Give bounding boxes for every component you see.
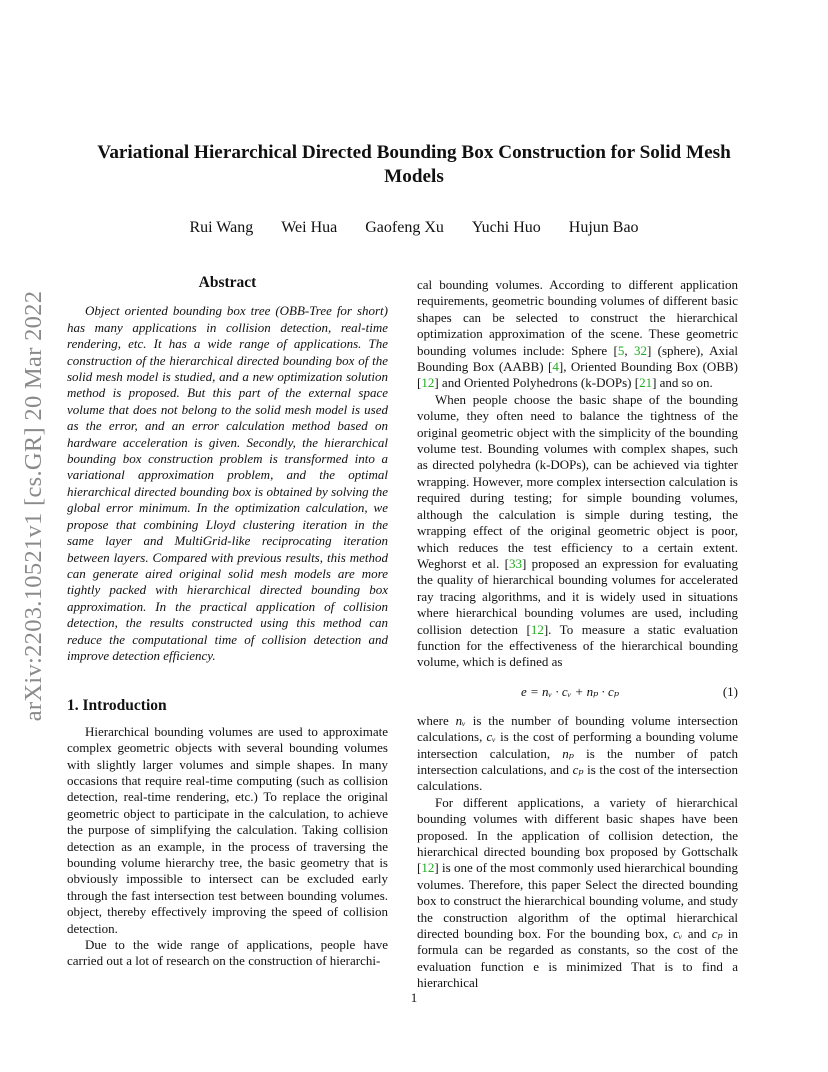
citation-link[interactable]: 33 <box>508 555 522 571</box>
citation-link[interactable]: 21 <box>639 375 653 391</box>
body-paragraph: where nᵥ is the number of bounding volume intersection calculations, cᵥ is the cost of performing a bounding volume intersection calculation, nₚ is the number of patch intersection calculations, and cₚ is the cost of the intersection calculations. <box>417 712 738 794</box>
citation-link[interactable]: 5 <box>617 342 625 358</box>
equation-formula: e = nᵥ · cᵥ + nₚ · cₚ <box>521 683 620 699</box>
body-paragraph: cal bounding volumes. According to different application requirements, geometric bounding volumes of different basic shapes can be selected to construct the hierarchical optimization approximation of the scene. These geometric bounding volumes include: Sphere [5, 32] (sphere), Axial Bounding Box (AABB) [4], Oriented Bounding Box (OBB) [12] and Oriented Polyhedrons (k-DOPs) [21] and so on. <box>417 277 739 391</box>
math-symbol: cᵥ <box>673 926 683 942</box>
author-name: Wei Hua <box>281 219 338 236</box>
arxiv-watermark <box>16 278 52 733</box>
abstract-heading: Abstract <box>198 274 257 291</box>
equation-number: (1) <box>722 683 738 699</box>
citation-link[interactable]: 12 <box>421 860 435 876</box>
author-name: Yuchi Huo <box>471 219 541 236</box>
citation-link[interactable]: 32 <box>633 342 647 358</box>
math-symbol: cᵥ <box>486 729 496 745</box>
author-name: Gaofeng Xu <box>365 219 444 236</box>
citation-link[interactable]: 12 <box>530 621 544 637</box>
author-name: Hujun Bao <box>568 219 639 236</box>
author-list <box>0 219 828 237</box>
abstract-text: Object oriented bounding box tree (OBB-Tree for short) has many applications in collision detection, real-time rendering, etc. It has a wide range of applications. The construction of the hierarchical directed bounding box of the solid mesh model is studied, and a new optimization solution method is proposed. But this part of the external space volume that does not belong to the solid mesh model is used as the error, and an error calculation method based on hardware acceleration is given. Secondly, the hierarchical bounding box construction problem is transformed into a variational approximation problem, and the optimal hierarchical directed bounding box is obtained by solving the global error minimum. In the optimization calculation, we propose that combining Lloyd clustering iteration in the same layer and MultiGrid-like reciprocating iteration between layers. Compared with previous results, this method can generate aired original solid mesh models are more tightly packed with hierarchical directed bounding box approximation. In the practical application of collision detection, the results constructed using this method can reduce the computational time of collision detection and improve detection efficiency. <box>67 303 388 663</box>
intro-paragraph: Hierarchical bounding volumes are used to approximate complex geometric objects with several bounding volumes with slightly larger volumes and simple shapes. In many occasions that require real-time computing (such as collision detection, real-time rendering, etc.) To replace the original geometric object to participate in the calculation, to achieve the purpose of simplifying the calculation. Taking collision detection as an example, in the process of traversing the bounding volume hierarchy tree, the basic geometry that is obviously impossible to intersect can be excluded early through the fast intersection test between bounding volumes. object, thereby effectively improving the speed of collision detection. <box>67 723 388 936</box>
left-column <box>67 275 388 970</box>
math-symbol: nₚ <box>562 745 574 761</box>
math-symbol: cₚ <box>711 926 723 942</box>
math-symbol: nᵥ <box>455 712 466 728</box>
math-symbol: cₚ <box>572 761 584 777</box>
author-name: Rui Wang <box>189 219 254 236</box>
paper-title: Variational Hierarchical Directed Bounding Box Construction for Solid Mesh Models <box>97 142 731 187</box>
page-number: 1 <box>410 990 418 1005</box>
citation-link[interactable]: 4 <box>552 359 559 375</box>
section-heading-introduction: 1. Introduction <box>67 697 167 715</box>
intro-paragraph: Due to the wide range of applications, people have carried out a lot of research on the construction of hierarchi- <box>67 937 388 969</box>
right-column <box>417 277 738 992</box>
citation-link[interactable]: 12 <box>421 375 435 391</box>
arxiv-identifier: arXiv:2203.10521v1 [cs.GR] 20 Mar 2022 <box>20 290 47 721</box>
body-paragraph: For different applications, a variety of hierarchical bounding volumes with different basic shapes have been proposed. In the application of collision detection, the hierarchical directed bounding box proposed by Gottschalk [12] is one of the most commonly used hierarchical bounding volumes. Therefore, this paper Select the directed bounding box to construct the hierarchical bounding volume, and study the construction algorithm of the optimal hierarchical directed bounding box. For the bounding box, cᵥ and cₚ in formula can be regarded as constants, so the cost of the evaluation function e is minimized That is to find a hierarchical <box>417 794 739 991</box>
equation-1 <box>417 679 738 709</box>
body-paragraph: When people choose the basic shape of the bounding volume, they often need to balance the tightness of the original geometric object with the simplicity of the bounding volume test. Bounding volumes with complex shapes, such as directed polyhedra (k-DOPs), can be achieved via tighter wrapping. However, more complex intersection calculation is required during testing; for simple bounding volumes, although the calculation is simple during testing, the wrapping effect of the original geometric object is poor, which reduces the test efficiency to a certain extent. Weghorst et al. [33] proposed an expression for evaluating the quality of hierarchical bounding volumes for accelerated ray tracing algorithms, and it is widely used in situations where hierarchical bounding volumes are used, including collision detection [12]. To measure a static evaluation function for the effectiveness of the hierarchical bounding volume, which is defined as <box>417 391 738 670</box>
